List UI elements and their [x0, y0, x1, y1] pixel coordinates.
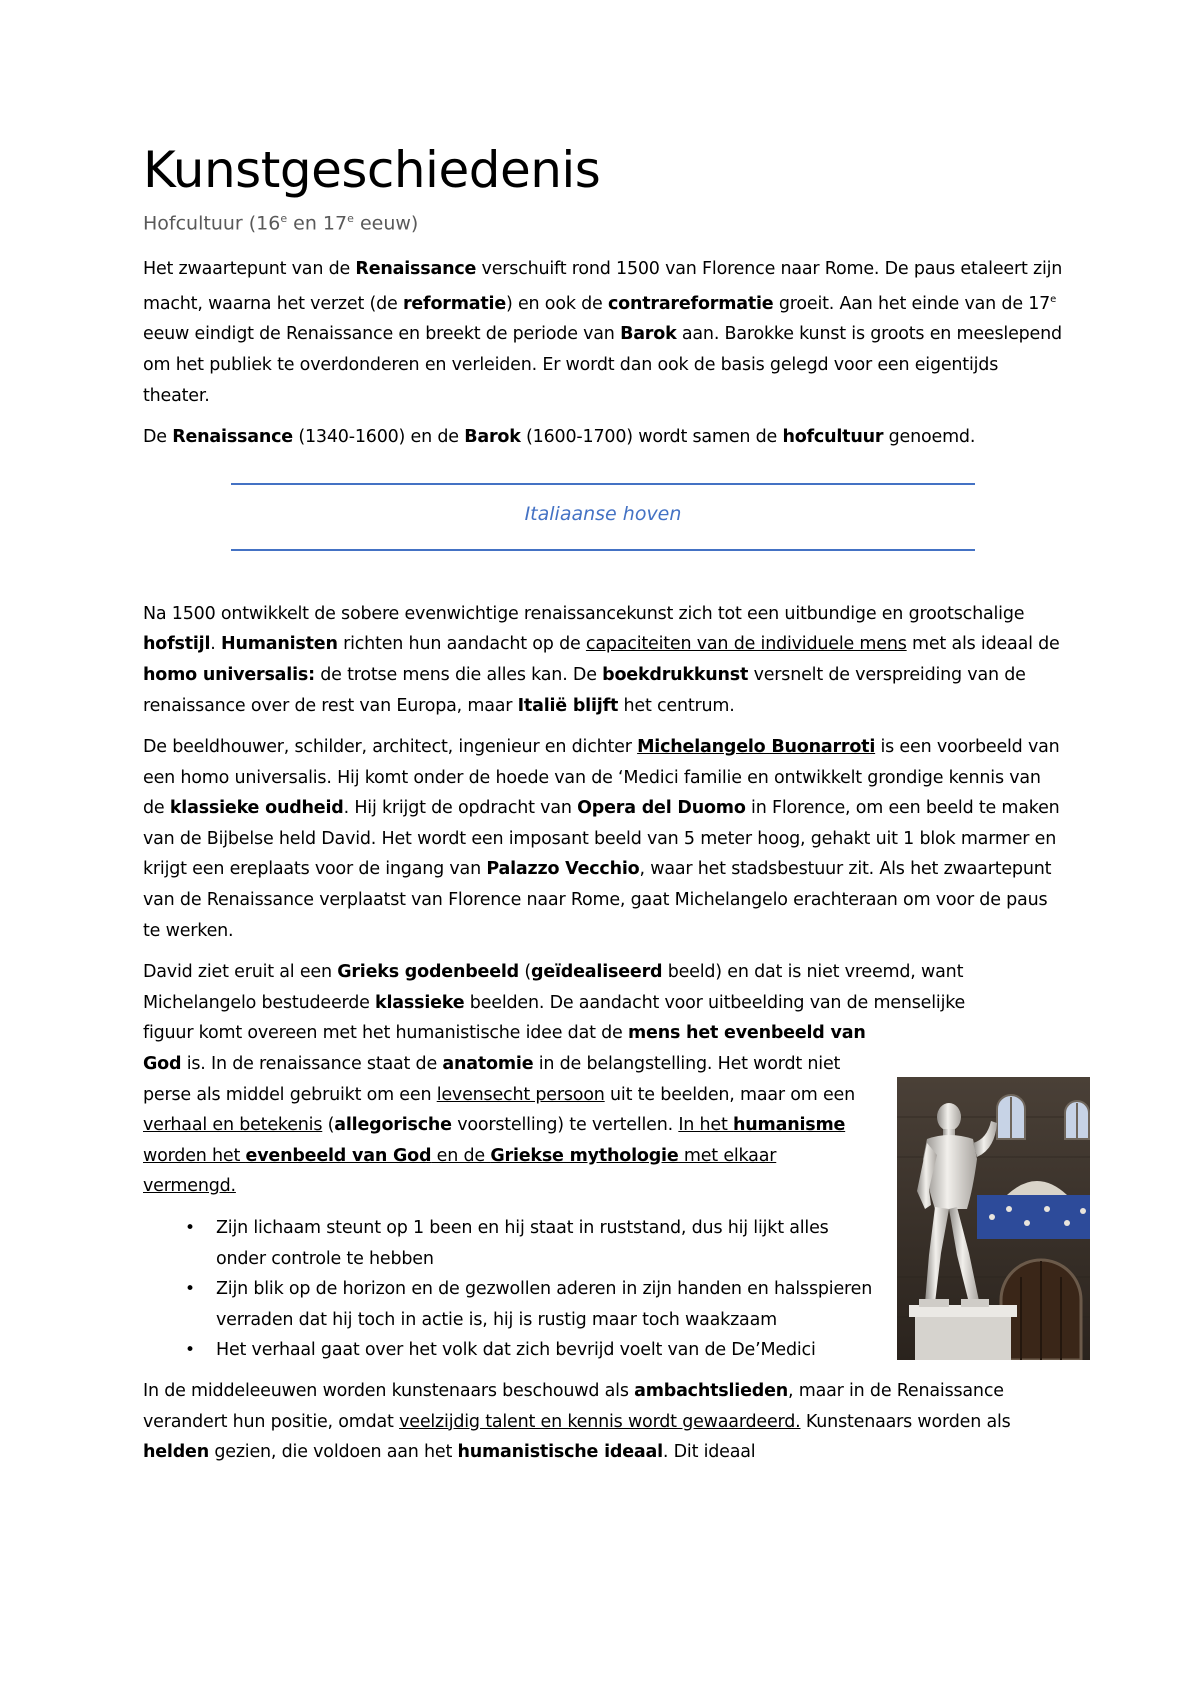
- paragraph-hofcultuur: De Renaissance (1340-1600) en de Barok (1600-1700) wordt samen de hofcultuur genoemd.: [143, 427, 976, 448]
- list-item: • Het verhaal gaat over het volk dat zich bevrijd voelt van de De’Medici: [143, 1335, 873, 1366]
- intense-quote: [143, 473, 1063, 561]
- paragraph-hofstijl: Na 1500 ontwikkelt de sobere evenwichtige renaissancekunst zich tot een uitbundige en grootschalige hofstijl. Humanisten richten hun aandacht op de capaciteiten van de individuele mens met als ideaal de homo universalis: de trotse mens die alles kan. De boekdrukkunst versnelt de verspreiding van de renaissance over de rest van Europa, maar Italië blijft het centrum.: [143, 603, 1060, 716]
- david-statue-photo: [897, 1077, 1090, 1360]
- quote-rule-top: [231, 483, 975, 485]
- section-heading-italiaanse-hoven: Italiaanse hoven: [524, 502, 682, 525]
- paragraph-david-part2: figuur komt overeen met het humanistische idee dat de mens het evenbeeld van God is. In de renaissance staat de anatomie in de belangstelling. Het wordt niet perse als middel gebruikt om een levensecht persoon uit te beelden, maar om een verhaal en betekenis (allegorische voorstelling) te vertellen. In het humanisme worden het evenbeeld van God en de Griekse mythologie met elkaar vermengd.: [143, 1023, 866, 1197]
- paragraph-david-part1: David ziet eruit al een Grieks godenbeeld (geïdealiseerd beeld) en dat is niet vreemd, want Michelangelo bestudeerde klassieke beelden. De aandacht voor uitbeelding van de menselijke: [143, 962, 966, 1013]
- list-item: • Zijn blik op de horizon en de gezwollen aderen in zijn handen en halsspieren verraden dat hij toch in actie is, hij is rustig maar toch waakzaam: [143, 1274, 873, 1335]
- paragraph-michelangelo: De beeldhouwer, schilder, architect, ingenieur en dichter Michelangelo Buonarroti is een voorbeeld van een homo universalis. Hij komt onder de hoede van de ‘Medici familie en ontwikkelt grondige kennis van de klassieke oudheid. Hij krijgt de opdracht van Opera del Duomo in Florence, om een beeld te maken van de Bijbelse held David. Het wordt een imposant beeld van 5 meter hoog, gehakt uit 1 blok marmer en krijgt een ereplaats voor de ingang van Palazzo Vecchio, waar het stadsbestuur zit. Als het zwaartepunt van de Renaissance verplaatst van Florence naar Rome, gaat Michelangelo erachteraan om voor de paus te werken.: [143, 737, 1060, 941]
- bullet-icon: •: [185, 1340, 195, 1361]
- bullet-icon: •: [185, 1218, 195, 1238]
- paragraph-kunstenaars: In de middeleeuwen worden kunstenaars beschouwd als ambachtslieden, maar in de Renaissance verandert hun positie, omdat veelzijdig talent en kennis wordt gewaardeerd. Kunstenaars worden als helden gezien, die voldoen aan het humanistische ideaal. Dit ideaal: [143, 1380, 1011, 1463]
- bullet-list-david: [143, 1213, 873, 1366]
- paragraph-intro: Het zwaartepunt van de Renaissance verschuift rond 1500 van Florence naar Rome. De paus etaleert zijn macht, waarna het verzet (de reformatie) en ook de contrareformatie groeit. Aan het einde van de 17e eeuw eindigt de Renaissance en breekt de periode van Barok aan. Barokke kunst is groots en meeslepend om het publiek te overdonderen en verleiden. Er wordt dan ook de basis gelegd voor een eigentijds theater.: [143, 259, 1063, 406]
- list-item: • Zijn lichaam steunt op 1 been en hij staat in ruststand, dus hij lijkt alles onder controle te hebben: [143, 1213, 873, 1274]
- quote-rule-bottom: [231, 549, 975, 551]
- document-subtitle: Hofcultuur (16e en 17e eeuw): [143, 212, 419, 235]
- bullet-icon: •: [185, 1279, 195, 1300]
- document-title: Kunstgeschiedenis: [143, 141, 601, 199]
